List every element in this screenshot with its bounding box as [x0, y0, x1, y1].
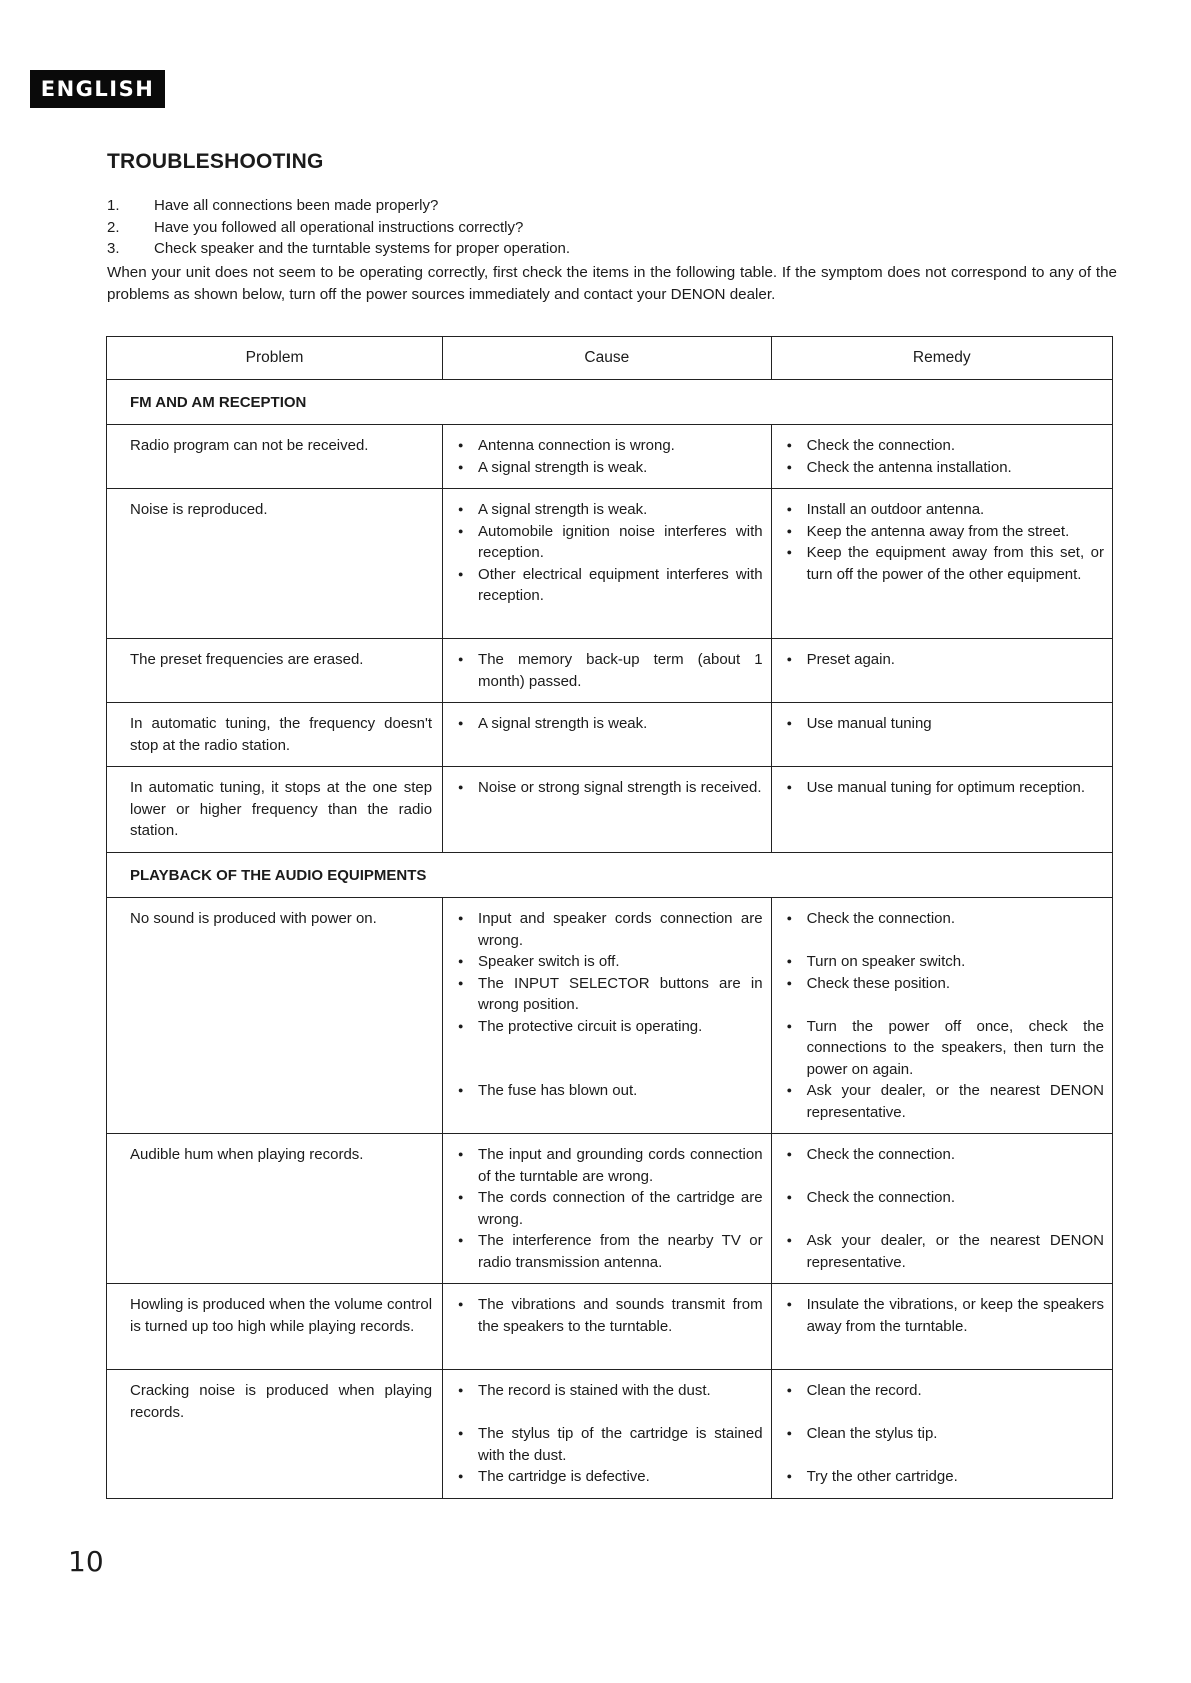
- cause-item: ● Speaker switch is off.: [456, 951, 763, 973]
- section-title: PLAYBACK OF THE AUDIO EQUIPMENTS: [107, 853, 1113, 898]
- cause-cell: [443, 1284, 772, 1370]
- page-title: TROUBLESHOOTING: [107, 150, 324, 173]
- cause-item: ● The cartridge is defective.: [456, 1466, 763, 1488]
- remedy-cell: [771, 425, 1112, 489]
- header-problem: Problem: [107, 337, 443, 380]
- remedy-cell: [771, 767, 1112, 853]
- cause-cell: [443, 767, 772, 853]
- cause-cell: [443, 1134, 772, 1284]
- cause-item: ● The cords connection of the cartridge are wrong.: [456, 1187, 763, 1230]
- cause-item: ● Input and speaker cords connection are wrong.: [456, 908, 763, 951]
- problem-cell: Radio program can not be received.: [107, 425, 443, 489]
- table-row: [107, 489, 1113, 639]
- cause-cell: [443, 639, 772, 703]
- cause-item: ● The interference from the nearby TV or radio transmission antenna.: [456, 1230, 763, 1273]
- header-remedy: Remedy: [771, 337, 1112, 380]
- cause-item: ● The fuse has blown out.: [456, 1080, 763, 1102]
- remedy-item: ● Ask your dealer, or the nearest DENON representative.: [785, 1080, 1104, 1123]
- remedy-cell: [771, 1134, 1112, 1284]
- table-row: [107, 1284, 1113, 1370]
- cause-cell: [443, 1370, 772, 1499]
- remedy-item: ● Turn on speaker switch.: [785, 951, 1104, 973]
- problem-cell: The preset frequencies are erased.: [107, 639, 443, 703]
- remedy-item: ● Preset again.: [785, 649, 1104, 671]
- remedy-cell: [771, 898, 1112, 1134]
- cause-cell: [443, 703, 772, 767]
- remedy-cell: [771, 1370, 1112, 1499]
- problem-cell: In automatic tuning, it stops at the one step lower or higher frequency than the radio station.: [107, 767, 443, 853]
- remedy-item: ● Keep the antenna away from the street.: [785, 521, 1104, 543]
- table-row: [107, 898, 1113, 1134]
- remedy-item: ● Try the other cartridge.: [785, 1466, 1104, 1488]
- section-row: [107, 380, 1113, 425]
- remedy-item: ● Check these position.: [785, 973, 1104, 995]
- remedy-cell: [771, 1284, 1112, 1370]
- remedy-item: ● Use manual tuning: [785, 713, 1104, 735]
- cause-cell: [443, 489, 772, 639]
- cause-item: ● Other electrical equipment interferes with reception.: [456, 564, 763, 607]
- header-cause: Cause: [443, 337, 772, 380]
- section-title: FM AND AM RECEPTION: [107, 380, 1113, 425]
- cause-item: ● The memory back-up term (about 1 month) passed.: [456, 649, 763, 692]
- remedy-item: ● Keep the equipment away from this set, or turn off the power of the other equipment.: [785, 542, 1104, 585]
- cause-item: ● The stylus tip of the cartridge is stained with the dust.: [456, 1423, 763, 1466]
- table-header-row: [107, 337, 1113, 380]
- problem-cell: Noise is reproduced.: [107, 489, 443, 639]
- table-row: [107, 425, 1113, 489]
- cause-item: ● A signal strength is weak.: [456, 713, 763, 735]
- problem-cell: In automatic tuning, the frequency doesn't stop at the radio station.: [107, 703, 443, 767]
- page-number: 10: [68, 1545, 104, 1578]
- table-row: [107, 767, 1113, 853]
- preliminary-checklist: [107, 197, 570, 262]
- language-badge: ENGLISH: [30, 70, 165, 108]
- remedy-item: ● Insulate the vibrations, or keep the speakers away from the turntable.: [785, 1294, 1104, 1337]
- cause-item: ● Antenna connection is wrong.: [456, 435, 763, 457]
- cause-item: ● A signal strength is weak.: [456, 457, 763, 479]
- problem-cell: Howling is produced when the volume control is turned up too high while playing records.: [107, 1284, 443, 1370]
- checklist-item: 3. Check speaker and the turntable systems for proper operation.: [107, 240, 571, 257]
- remedy-item: ● Clean the stylus tip.: [785, 1423, 1104, 1445]
- troubleshooting-table: [106, 336, 1113, 1499]
- remedy-item: ● Check the connection.: [785, 1187, 1104, 1209]
- cause-cell: [443, 898, 772, 1134]
- problem-cell: Cracking noise is produced when playing records.: [107, 1370, 443, 1499]
- remedy-item: ● Check the connection.: [785, 1144, 1104, 1166]
- remedy-cell: [771, 639, 1112, 703]
- cause-item: ● The INPUT SELECTOR buttons are in wrong position.: [456, 973, 763, 1016]
- table-row: [107, 639, 1113, 703]
- remedy-item: ● Ask your dealer, or the nearest DENON representative.: [785, 1230, 1104, 1273]
- cause-item: ● Noise or strong signal strength is received.: [456, 777, 763, 799]
- checklist-item: 1. Have all connections been made properly?: [107, 197, 439, 214]
- remedy-cell: [771, 703, 1112, 767]
- cause-item: ● A signal strength is weak.: [456, 499, 763, 521]
- remedy-item: ● Clean the record.: [785, 1380, 1104, 1402]
- section-row: [107, 853, 1113, 898]
- checklist-item: 2. Have you followed all operational instructions correctly?: [107, 218, 524, 236]
- cause-cell: [443, 425, 772, 489]
- table-row: [107, 1134, 1113, 1284]
- remedy-item: ● Install an outdoor antenna.: [785, 499, 1104, 521]
- table-row: [107, 703, 1113, 767]
- remedy-item: ● Turn the power off once, check the connections to the speakers, then turn the power on again.: [785, 1016, 1104, 1081]
- cause-item: ● The input and grounding cords connection of the turntable are wrong.: [456, 1144, 763, 1187]
- remedy-item: ● Check the connection.: [785, 435, 1104, 457]
- intro-paragraph: When your unit does not seem to be operating correctly, first check the items in the following table. If the symptom does not correspond to any of the problems as shown below, turn off the power sources immediately and contact your DENON dealer.: [107, 264, 1117, 303]
- cause-item: ● Automobile ignition noise interferes with reception.: [456, 521, 763, 564]
- problem-cell: Audible hum when playing records.: [107, 1134, 443, 1284]
- cause-item: ● The record is stained with the dust.: [456, 1380, 763, 1402]
- cause-item: ● The protective circuit is operating.: [456, 1016, 763, 1038]
- cause-item: ● The vibrations and sounds transmit from the speakers to the turntable.: [456, 1294, 763, 1337]
- remedy-item: ● Check the connection.: [785, 908, 1104, 930]
- remedy-item: ● Use manual tuning for optimum reception.: [785, 777, 1104, 799]
- problem-cell: No sound is produced with power on.: [107, 898, 443, 1134]
- remedy-item: ● Check the antenna installation.: [785, 457, 1104, 479]
- remedy-cell: [771, 489, 1112, 639]
- table-row: [107, 1370, 1113, 1499]
